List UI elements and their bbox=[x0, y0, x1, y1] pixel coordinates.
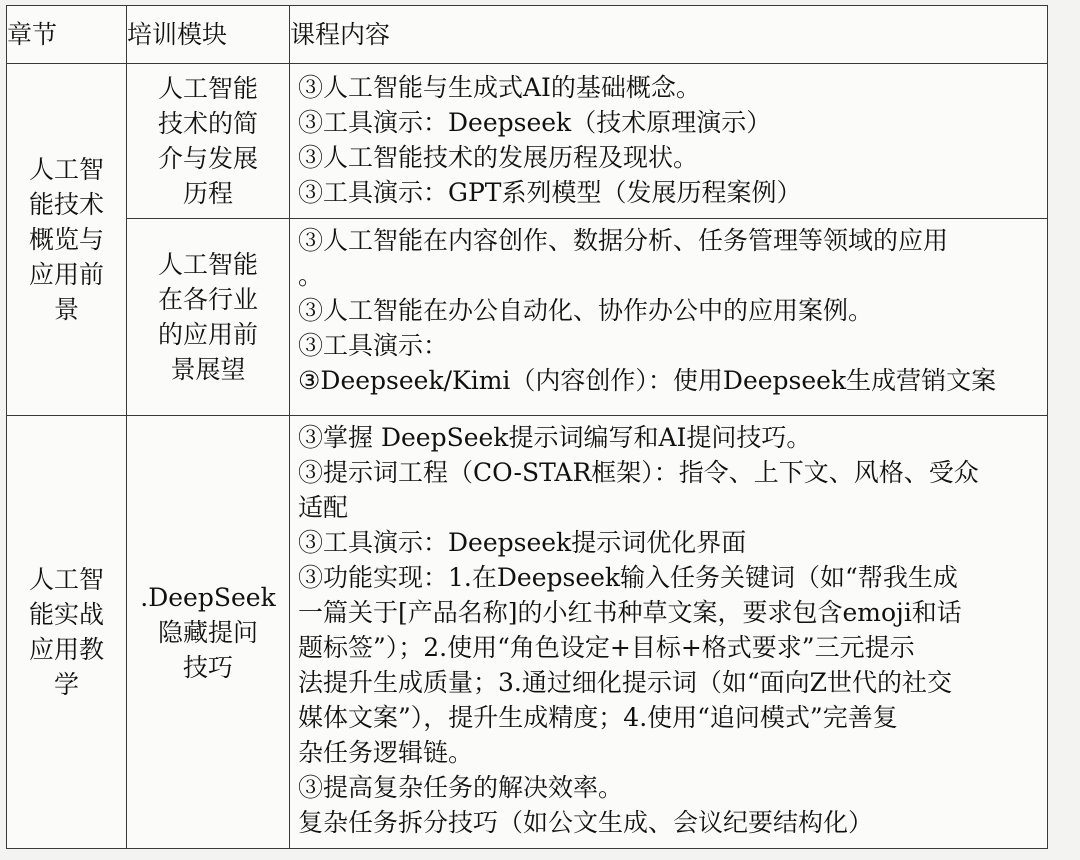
content-line: 。 bbox=[298, 261, 324, 290]
module-text-line: .DeepSeek bbox=[140, 582, 276, 612]
content-line: ③Deepseek/Kimi（内容创作）：使用Deepseek生成营销文案 bbox=[298, 366, 997, 395]
module-text-line: 景展望 bbox=[170, 355, 246, 384]
content-line: 杂任务逻辑链。 bbox=[298, 738, 474, 767]
content-line: ③掌握 DeepSeek提示词编写和AI提问技巧。 bbox=[298, 423, 812, 452]
header-content: 课程内容 bbox=[290, 6, 1048, 64]
chapter-text-line: 能技术 bbox=[28, 190, 104, 219]
chapter-text-line: 应用前 bbox=[28, 260, 104, 289]
chapter-text-line: 应用教 bbox=[28, 635, 104, 664]
chapter-text-line: 学 bbox=[53, 670, 79, 699]
content-line: ③提示词工程（CO-STAR框架）：指令、上下文、风格、受众 bbox=[298, 458, 979, 487]
module-cell-2 bbox=[127, 219, 290, 416]
content-line: ③人工智能在内容创作、数据分析、任务管理等领域的应用 bbox=[298, 226, 949, 255]
content-cell-1 bbox=[290, 64, 1048, 219]
chapter-text-line: 概览与 bbox=[28, 225, 104, 254]
content-line: ③工具演示：Deepseek（技术原理演示） bbox=[298, 108, 772, 137]
content-line: ③提高复杂任务的解决效率。 bbox=[298, 773, 624, 802]
course-table bbox=[6, 5, 1048, 849]
chapter-text-line: 景 bbox=[53, 295, 79, 324]
content-line: ③工具演示：GPT系列模型（发展历程案例） bbox=[298, 178, 802, 207]
chapter-text-line: 人工智 bbox=[28, 565, 104, 594]
content-line: 一篇关于[产品名称]的小红书种草文案，要求包含emoji和话 bbox=[298, 598, 962, 627]
header-module: 培训模块 bbox=[127, 6, 290, 64]
content-line: 题标签”）；2.使用“角色设定+目标+格式要求”三元提示 bbox=[298, 633, 915, 662]
chapter-text-line: 人工智 bbox=[28, 155, 104, 184]
content-cell-2 bbox=[290, 219, 1048, 416]
header-chapter: 章节 bbox=[7, 6, 127, 64]
content-line: 复杂任务拆分技巧（如公文生成、会议纪要结构化） bbox=[298, 808, 874, 837]
table-row bbox=[7, 416, 1048, 849]
content-line: 媒体文案”），提升生成精度；4.使用“追问模式”完善复 bbox=[298, 703, 898, 732]
module-text-line: 技巧 bbox=[182, 652, 233, 682]
module-text-line: 人工智能 bbox=[157, 250, 258, 279]
content-line: 法提升生成质量；3.通过细化提示词（如“面向Z世代的社交 bbox=[298, 668, 953, 697]
module-text-line: 介与发展 bbox=[157, 144, 258, 173]
content-line: ③人工智能在办公自动化、协作办公中的应用案例。 bbox=[298, 296, 874, 325]
content-line: ③人工智能技术的发展历程及现状。 bbox=[298, 143, 699, 172]
content-line: ③功能实现：1.在Deepseek输入任务关键词（如“帮我生成 bbox=[298, 563, 958, 592]
chapter-text-line: 能实战 bbox=[28, 600, 104, 629]
module-cell-1 bbox=[127, 64, 290, 219]
chapter-cell-2 bbox=[7, 416, 127, 849]
content-cell-3 bbox=[290, 416, 1048, 849]
module-text-line: 在各行业 bbox=[157, 285, 258, 314]
module-text-line: 的应用前 bbox=[157, 320, 258, 349]
table-row bbox=[7, 64, 1048, 219]
content-line: 适配 bbox=[298, 493, 349, 522]
module-cell-3 bbox=[127, 416, 290, 849]
content-line: ③人工智能与生成式AI的基础概念。 bbox=[298, 73, 701, 102]
chapter-cell-1 bbox=[7, 64, 127, 416]
content-line: ③工具演示： bbox=[298, 331, 449, 360]
header-row bbox=[7, 6, 1048, 64]
content-line: ③工具演示：Deepseek提示词优化界面 bbox=[298, 528, 747, 557]
module-text-line: 人工智能 bbox=[157, 74, 258, 103]
table-row bbox=[7, 219, 1048, 416]
module-text-line: 历程 bbox=[182, 179, 233, 208]
module-text-line: 隐藏提问 bbox=[157, 617, 258, 647]
module-text-line: 技术的简 bbox=[157, 109, 258, 138]
